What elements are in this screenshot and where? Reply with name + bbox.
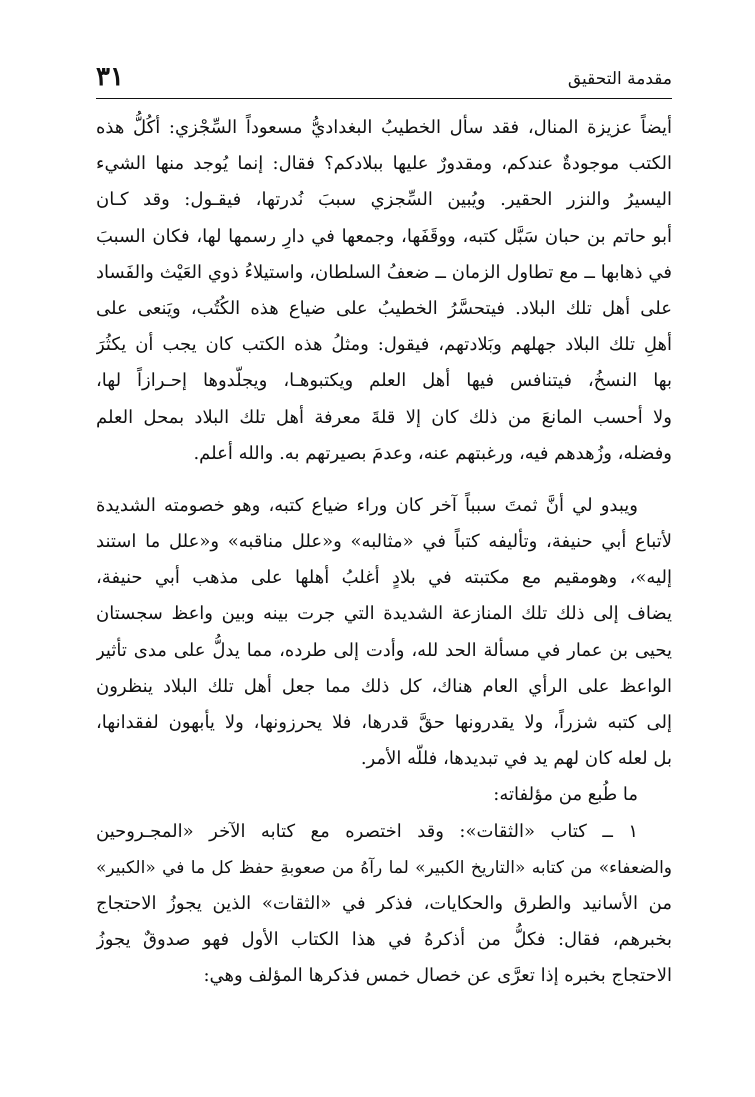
text-line: بخبرهم، فقال: فكلُّ من أذكرهُ في هذا الكتاب الأول فهو صدوقٌ يجوزُ [96, 929, 672, 951]
text-line: بها النسخُ، فيتنافس فيها أهل العلم ويكتبوهـا، ويجلّدوها إحـرازاً لها، [96, 370, 672, 392]
text-line: أبو حاتم بن حبان سَبَّل كتبه، ووقَفَها، وجمعها في دارِ رسمها لها، فكان السببَ [96, 225, 672, 247]
text-line: بل لعله كان لهم يد في تبديدها، فللّه الأمر. [360, 748, 672, 770]
paragraph [96, 488, 672, 778]
text-line: اليسيرُ والنزر الحقير. ويُبين السِّجزي سببَ نُدرتها، فيقـول: وقد كـان [96, 189, 672, 211]
text-line: أيضاً عزيزة المنال، فقد سأل الخطيبُ البغداديُّ مسعوداً السِّجْزي: أكُلُّ هذه [96, 117, 672, 138]
text-line: ولا أحسب المانعَ من ذلك كان إلا قلةَ معرفة أهل تلك البلاد بمحل العلم [96, 406, 672, 428]
text-line: على أهل تلك البلاد. فيتحسَّرُ الخطيبُ على ضياع هذه الكُتُب، ويَنعى على [96, 297, 672, 319]
text-line: في ذهابها ــ مع تطاول الزمان ــ ضعفُ السلطان، واستيلاءُ ذوي العَيْث والفَساد [96, 261, 672, 283]
text-line: وفضله، وزُهدهم فيه، ورغبتهم عنه، وعدمَ بصيرتهم به. والله أعلم. [193, 442, 672, 464]
text-line: الاحتجاج بخبره إذا تعرَّى عن خصال خمس فذكرها المؤلف وهي: [203, 965, 672, 987]
paragraph [96, 110, 672, 472]
page-number: ٣١ [96, 62, 124, 92]
text-line: والضعفاء» من كتابه «التاريخ الكبير» لما رآهُ من صعوبةِ حفظ كل ما في «الكبير» [96, 857, 672, 878]
section-heading: ما طُبع من مؤلفاته: [493, 784, 638, 806]
text-line: لأتباع أبي حنيفة، وتأليفه كتباً في «مثالبه» و«علل مناقبه» و«علل ما استند [96, 531, 672, 553]
running-title: مقدمة التحقيق [567, 69, 672, 89]
text-line: يحيى بن عمار في مسألة الحد لله، وأدت إلى طرده، مما يدلُّ على مدى تأثير [96, 639, 672, 661]
text-line: يضاف إلى ذلك تلك المنازعة الشديدة التي جرت بينه وبين واعظ سجستان [96, 603, 672, 625]
text-line: من الأسانيد والطرق والحكايات، فذكر في «الثقات» الذين يجوزُ الاحتجاج [96, 892, 672, 914]
paragraph [96, 777, 672, 994]
page-header [96, 62, 672, 96]
text-line: إلى كتبه شزراً، ولا يقدرونها حقَّ قدرها، فلا يحرزونها، ولا يأبهون لفقدانها، [96, 712, 672, 733]
text-line: الواعظ على الرأي العام هناك، كل ذلك مما جعل أهل تلك البلاد ينظرون [96, 675, 672, 697]
header-divider [96, 98, 672, 99]
text-line: الكتب موجودةٌ عندكم، ومقدورٌ عليها ببلادكم؟ فقال: إنما يُوجد منها الشيء [96, 153, 672, 175]
text-line: إليه»، وهومقيم مع مكتبته في بلادٍ أغلبُ أهلها على مذهب أبي حنيفة، [96, 567, 672, 589]
text-line: ويبدو لي أنَّ ثمتَ سبباً آخر كان وراء ضياع كتبه، وهو خصومته الشديدة [96, 494, 638, 516]
page-body [96, 110, 672, 995]
text-line: ١ ــ كتاب «الثقات»: وقد اختصره مع كتابه الآخر «المجـروحين [96, 820, 638, 842]
paragraph-gap [96, 472, 672, 488]
text-line: أهلِ تلك البلاد جهلهم وبَلادتهم، فيقول: ومثلُ هذه الكتب كان يجب أن يكثُرَ [96, 334, 672, 356]
